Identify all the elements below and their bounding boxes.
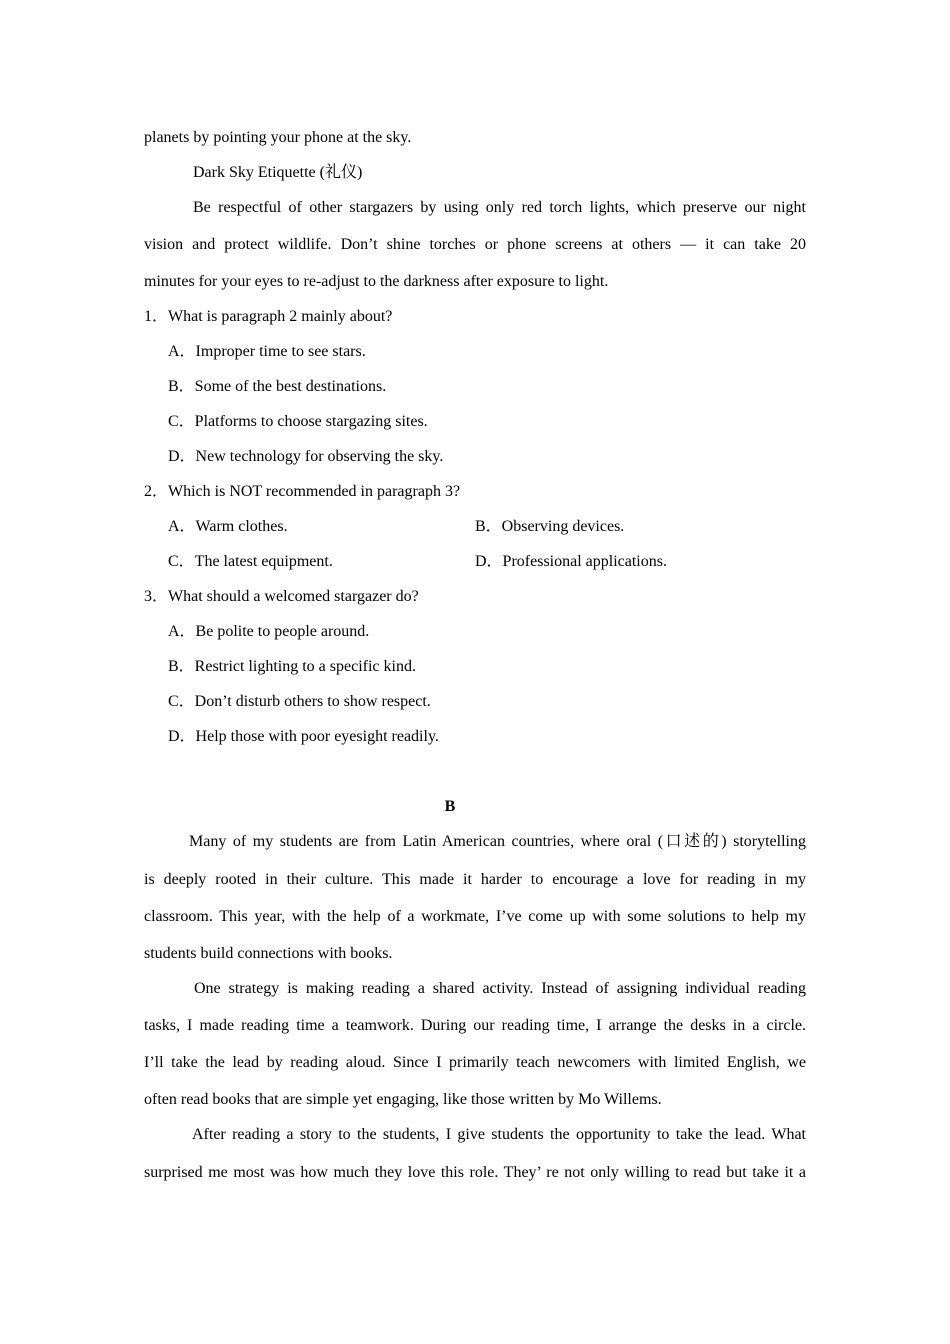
answer-option: C．Platforms to choose stargazing sites. — [168, 413, 428, 430]
section-heading: Dark Sky Etiquette (礼仪) — [193, 164, 363, 181]
answer-option: D．Professional applications. — [475, 553, 667, 570]
paragraph-line: often read books that are simple yet engaging, like those written by Mo Willems. — [144, 1091, 662, 1108]
answer-option: A．Warm clothes. — [168, 518, 288, 535]
answer-option: C．The latest equipment. — [168, 553, 333, 570]
paragraph-line: minutes for your eyes to re-adjust to the darkness after exposure to light. — [144, 273, 609, 290]
paragraph-line: One strategy is making reading a shared activity. Instead of assigning individual reading — [194, 980, 806, 997]
answer-option: D．Help those with poor eyesight readily. — [168, 728, 439, 745]
question-stem: 3．What should a welcomed stargazer do? — [144, 588, 419, 605]
answer-option: B．Observing devices. — [475, 518, 625, 535]
paragraph-line: is deeply rooted in their culture. This made it harder to encourage a love for reading in my — [144, 871, 806, 888]
paragraph-line: Many of my students are from Latin American countries, where oral (口述的) storytelling — [189, 833, 806, 850]
passage-title: B — [444, 798, 456, 815]
paragraph-line: students build connections with books. — [144, 945, 393, 962]
answer-option: B．Restrict lighting to a specific kind. — [168, 658, 416, 675]
paragraph-line: After reading a story to the students, I give students the opportunity to take the lead. What — [192, 1126, 806, 1143]
paragraph-line: Be respectful of other stargazers by using only red torch lights, which preserve our night — [193, 199, 806, 216]
answer-option: C．Don’t disturb others to show respect. — [168, 693, 431, 710]
paragraph-line: I’ll take the lead by reading aloud. Since I primarily teach newcomers with limited English, we — [144, 1054, 806, 1071]
question-stem: 2．Which is NOT recommended in paragraph 3? — [144, 483, 461, 500]
answer-option: B．Some of the best destinations. — [168, 378, 387, 395]
paragraph-line: surprised me most was how much they love this role. They’ re not only willing to read but take it a — [144, 1164, 806, 1181]
answer-option: D．New technology for observing the sky. — [168, 448, 444, 465]
paragraph-line: vision and protect wildlife. Don’t shine torches or phone screens at others — it can take 20 — [144, 236, 806, 253]
passage-a-line: planets by pointing your phone at the sky. — [144, 129, 412, 146]
answer-option: A．Improper time to see stars. — [168, 343, 366, 360]
paragraph-line: classroom. This year, with the help of a workmate, I’ve come up with some solutions to help my — [144, 908, 806, 925]
answer-option: A．Be polite to people around. — [168, 623, 370, 640]
question-stem: 1．What is paragraph 2 mainly about? — [144, 308, 393, 325]
paragraph-line: tasks, I made reading time a teamwork. During our reading time, I arrange the desks in a circle. — [144, 1017, 806, 1034]
